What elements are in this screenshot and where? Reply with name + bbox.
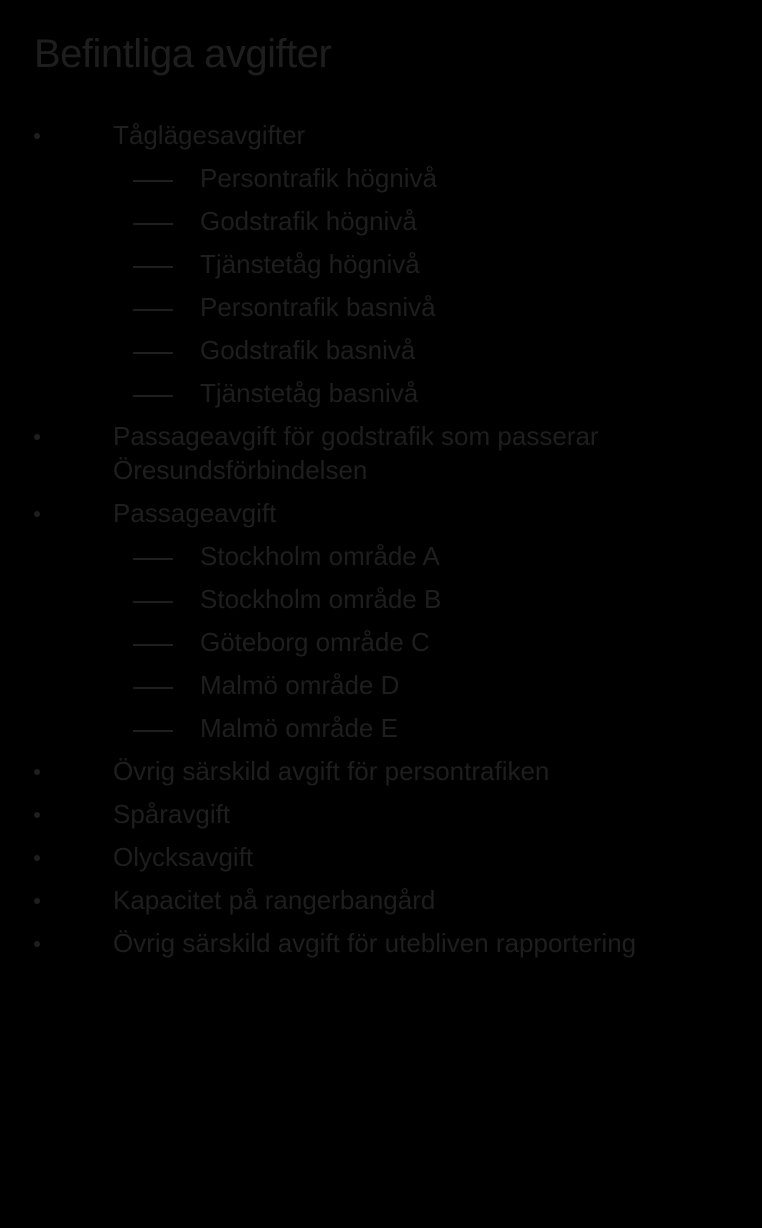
sub-list-item	[0, 668, 762, 711]
sub-list-item-text: Malmö område E	[200, 713, 398, 743]
bullet-icon	[34, 133, 40, 139]
list-item	[0, 797, 762, 840]
list-item-text: Tåglägesavgifter	[113, 120, 306, 150]
list-item	[0, 840, 762, 883]
list-item	[0, 496, 762, 539]
dash-icon	[133, 309, 173, 311]
dash-icon	[133, 352, 173, 354]
list-item	[0, 926, 762, 969]
slide-title: Befintliga avgifter	[34, 32, 332, 76]
list-item-text: Övrig särskild avgift för persontrafiken	[113, 756, 550, 786]
bullet-icon	[34, 812, 40, 818]
dash-icon	[133, 395, 173, 397]
bullet-icon	[34, 511, 40, 517]
dash-icon	[133, 730, 173, 732]
sub-list-item-text: Tjänstetåg basnivå	[200, 378, 419, 408]
dash-icon	[133, 266, 173, 268]
list-item-text: Olycksavgift	[113, 842, 254, 872]
sub-list-item-text: Stockholm område A	[200, 541, 440, 571]
list-item-text: Passageavgift för godstrafik som passerar Öresundsförbindelsen	[113, 421, 599, 485]
sub-list-item-text: Godstrafik basnivå	[200, 335, 416, 365]
sub-list-item	[0, 290, 762, 333]
bullet-icon	[34, 898, 40, 904]
sub-list-item-text: Göteborg område C	[200, 627, 430, 657]
sub-list-item	[0, 333, 762, 376]
sub-list-item-text: Malmö område D	[200, 670, 400, 700]
sub-list-item	[0, 376, 762, 419]
bullet-icon	[34, 941, 40, 947]
sub-list-item	[0, 625, 762, 668]
dash-icon	[133, 180, 173, 182]
dash-icon	[133, 644, 173, 646]
sub-list-item	[0, 582, 762, 625]
sub-list-item-text: Stockholm område B	[200, 584, 442, 614]
dash-icon	[133, 601, 173, 603]
list-item-text: Passageavgift	[113, 498, 277, 528]
sub-list-item	[0, 539, 762, 582]
bullet-icon	[34, 855, 40, 861]
list-item	[0, 118, 762, 161]
sub-list-item-text: Godstrafik högnivå	[200, 206, 417, 236]
sub-list-item	[0, 247, 762, 290]
list-item	[0, 754, 762, 797]
bullet-icon	[34, 434, 40, 440]
sub-list-item-text: Tjänstetåg högnivå	[200, 249, 420, 279]
dash-icon	[133, 687, 173, 689]
sub-list-item	[0, 161, 762, 204]
sub-list-item	[0, 204, 762, 247]
list-item-text: Kapacitet på rangerbangård	[113, 885, 436, 915]
sub-list-item-text: Persontrafik basnivå	[200, 292, 436, 322]
list-item-text: Övrig särskild avgift för utebliven rapportering	[113, 928, 637, 958]
sub-list-item-text: Persontrafik högnivå	[200, 163, 438, 193]
list-item	[0, 419, 673, 496]
list-item-text: Spåravgift	[113, 799, 231, 829]
list-item	[0, 883, 762, 926]
dash-icon	[133, 223, 173, 225]
bullet-list	[0, 118, 762, 969]
dash-icon	[133, 558, 173, 560]
bullet-icon	[34, 769, 40, 775]
sub-list-item	[0, 711, 762, 754]
